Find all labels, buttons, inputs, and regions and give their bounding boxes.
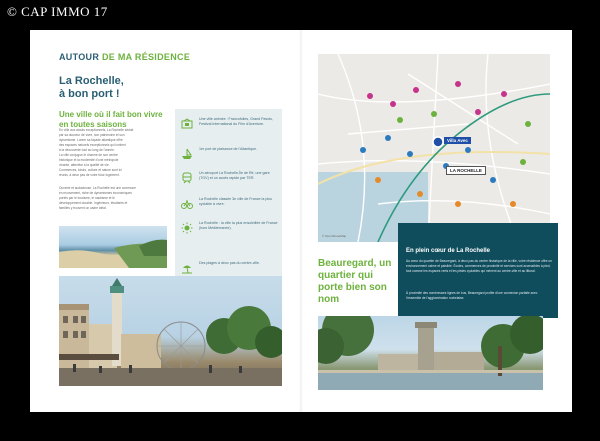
kicker-part2: DE MA RÉSIDENCE	[99, 52, 191, 62]
section-kicker	[59, 52, 190, 62]
residence-marker-icon	[433, 137, 443, 147]
beach-photo	[59, 226, 167, 268]
info-panel	[398, 223, 558, 318]
facts-panel	[175, 109, 282, 285]
fact-item	[181, 221, 279, 239]
title-line2: à bon port !	[59, 88, 120, 100]
watermark: © CAP IMMO 17	[4, 4, 111, 20]
fact-text: 1er port de plaisance de l'Atlantique.	[199, 147, 258, 151]
brochure-spread	[30, 30, 572, 412]
body-line: réunis, à deux pas de votre futur logement.	[59, 173, 120, 177]
fact-text: Une ville animée : Francofolies, Grand Pavois, Festival International du Film d'Aventure.	[199, 117, 273, 126]
info-paragraph-1: Au cœur du quartier de Beauregard, à deux pas du centre historique de la ville, votre résidence offre un environnement calme et paisible. Écoles, commerces de proximité et services sont accessibles à pied, tout comme les espaces verts et les pistes cyclables qui mènent au centre-ville et au littoral.	[406, 259, 552, 273]
fact-item	[181, 171, 279, 189]
fact-text: La Rochelle classée 3e ville de France la plus cyclable à vivre.	[199, 197, 272, 206]
body-line: Ouverte et audacieuse, La Rochelle est une commune	[59, 186, 136, 190]
map-label-city: LA ROCHELLE	[446, 166, 486, 175]
body-line: vivante, attentive à la qualité de vie.	[59, 163, 110, 167]
beauregard-title: Beauregard, un quartier qui porte bien son nom	[318, 258, 392, 305]
fact-text: Des plages à deux pas du centre-ville.	[199, 261, 260, 265]
bike-icon	[181, 198, 193, 210]
body-line: à la découverte tout au long de l'année.	[59, 148, 115, 152]
fact-item	[181, 147, 279, 165]
title-line1: La Rochelle,	[59, 75, 124, 87]
body-line: En ville aux atouts exceptionnels, La Rochelle séduit	[59, 128, 134, 132]
body-line: développement durable. Ingénieurs, étudiants et	[59, 201, 128, 205]
info-paragraph-2: À proximité des nombreuses lignes de bus, Beauregard profite d'une connexion parfaite avec l'ensemble de l'agglomération rochelaise.	[406, 291, 538, 300]
fact-text: La Rochelle : la ville la plus ensoleillée de France (hors Méditerranée).	[199, 221, 278, 230]
subtitle: Une ville où il fait bon vivre en toutes saisons	[59, 110, 163, 129]
body-line: portés par le tourisme, le nautisme et le	[59, 196, 115, 200]
boat-icon	[181, 148, 193, 160]
map-credit: © OpenStreetMap	[322, 234, 347, 238]
body-line: des espaces naturels exceptionnels qui invitent	[59, 143, 126, 147]
location-map	[318, 54, 550, 242]
fact-text: Un aéroport La Rochelle-Île de Ré, une gare (TGV) et un accès rapide par TER.	[199, 171, 270, 180]
port-photo	[59, 276, 282, 386]
sun-icon	[181, 222, 193, 234]
city-title	[59, 75, 189, 101]
left-page	[30, 30, 300, 412]
body-paragraph-1	[59, 128, 169, 178]
fact-item	[181, 117, 279, 135]
body-line: en mouvement, riche de dynamismes économiques	[59, 191, 132, 195]
map-roads	[318, 54, 550, 242]
right-page	[302, 30, 572, 412]
map-label-residence: Villa Avec	[444, 137, 471, 144]
body-paragraph-2	[59, 186, 169, 211]
fact-item	[181, 197, 279, 215]
body-line: familles y trouvent un cadre idéal.	[59, 206, 107, 210]
kicker-part1: AUTOUR	[59, 52, 100, 62]
body-line: historique et la modernité d'une métropole	[59, 158, 119, 162]
body-line: Commerces, loisirs, culture et nature sont ici	[59, 168, 122, 172]
info-title: En plein cœur de La Rochelle	[406, 248, 491, 254]
train-icon	[181, 172, 193, 184]
body-line: La ville conjugue le charme de son centre	[59, 153, 118, 157]
beach-icon	[181, 262, 193, 274]
tower-photo	[318, 316, 543, 390]
body-line: par sa douceur de vivre, son patrimoine et son	[59, 133, 125, 137]
body-line: dynamisme. Lorem sa façade atlantique offre	[59, 138, 123, 142]
festival-icon	[181, 118, 193, 130]
